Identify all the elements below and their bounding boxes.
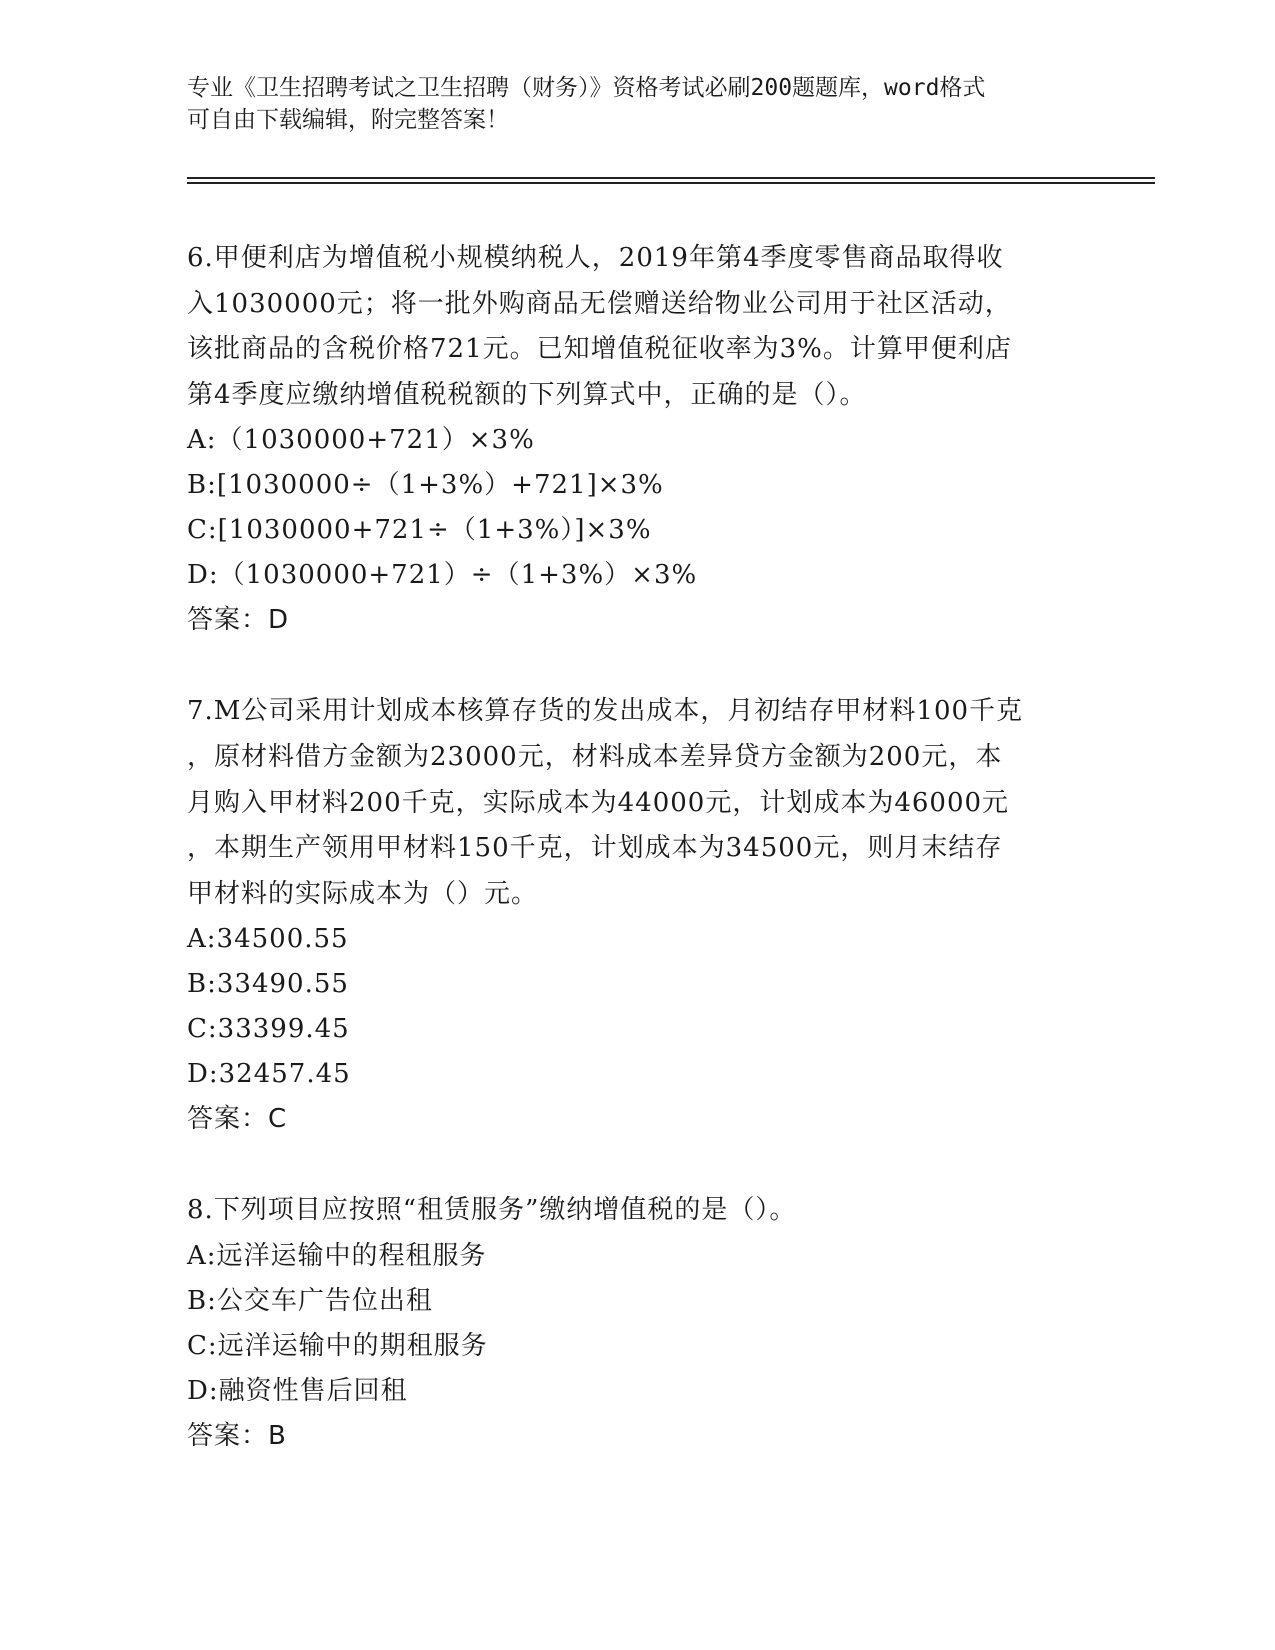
question-7 xyxy=(187,689,1087,1142)
answer: 答案：C xyxy=(187,1104,288,1135)
header-divider-top xyxy=(187,177,1155,179)
question-line: 该批商品的含税价格721元。已知增值税征收率为3%。计算甲便利店 xyxy=(187,334,1012,365)
question-list xyxy=(187,236,1087,1459)
option-b: B:公交车广告位出租 xyxy=(187,1285,433,1316)
option-d: D:32457.45 xyxy=(187,1059,351,1090)
question-8 xyxy=(187,1188,1087,1459)
question-line: ，本期生产领用甲材料150千克，计划成本为34500元，则月末结存 xyxy=(187,833,1003,864)
header-line-2: 可自由下载编辑，附完整答案！ xyxy=(187,107,509,133)
document-header xyxy=(187,72,1067,136)
option-c: C:远洋运输中的期租服务 xyxy=(187,1330,488,1361)
question-6 xyxy=(187,236,1087,643)
option-c: C:[1030000+721÷（1+3%）]×3% xyxy=(187,515,652,546)
option-b: B:33490.55 xyxy=(187,969,349,1000)
question-text xyxy=(187,1188,1087,1234)
header-line-1: 专业《卫生招聘考试之卫生招聘（财务）》资格考试必刷200题题库，word格式 xyxy=(187,75,986,101)
question-text xyxy=(187,689,1087,917)
question-line: 入1030000元；将一批外购商品无偿赠送给物业公司用于社区活动， xyxy=(187,288,1012,319)
question-line: 7.M公司采用计划成本核算存货的发出成本，月初结存甲材料100千克 xyxy=(187,696,1024,727)
option-b: B:[1030000÷（1+3%）+721]×3% xyxy=(187,470,664,501)
option-a: A:（1030000+721）×3% xyxy=(187,425,535,456)
option-d: D:融资性售后回租 xyxy=(187,1375,408,1406)
question-line: 8.下列项目应按照“租赁服务”缴纳增值税的是（）。 xyxy=(187,1195,797,1226)
answer: 答案：D xyxy=(187,605,290,636)
option-a: A:34500.55 xyxy=(187,924,349,955)
question-line: 甲材料的实际成本为（）元。 xyxy=(187,878,539,909)
question-line: 月购入甲材料200千克，实际成本为44000元，计划成本为46000元 xyxy=(187,787,1010,818)
question-spacer xyxy=(187,1142,1087,1188)
option-d: D:（1030000+721）÷（1+3%）×3% xyxy=(187,560,698,591)
answer: 答案：B xyxy=(187,1420,287,1451)
question-line: 6.甲便利店为增值税小规模纳税人，2019年第4季度零售商品取得收 xyxy=(187,243,1004,273)
question-spacer xyxy=(187,643,1087,689)
question-text xyxy=(187,236,1087,418)
question-line: 第4季度应缴纳增值税税额的下列算式中，正确的是（）。 xyxy=(187,379,867,410)
option-c: C:33399.45 xyxy=(187,1014,350,1045)
option-a: A:远洋运输中的程租服务 xyxy=(187,1240,487,1271)
header-divider-bottom xyxy=(187,182,1155,184)
question-line: ，原材料借方金额为23000元，材料成本差异贷方金额为200元，本 xyxy=(187,741,1003,772)
